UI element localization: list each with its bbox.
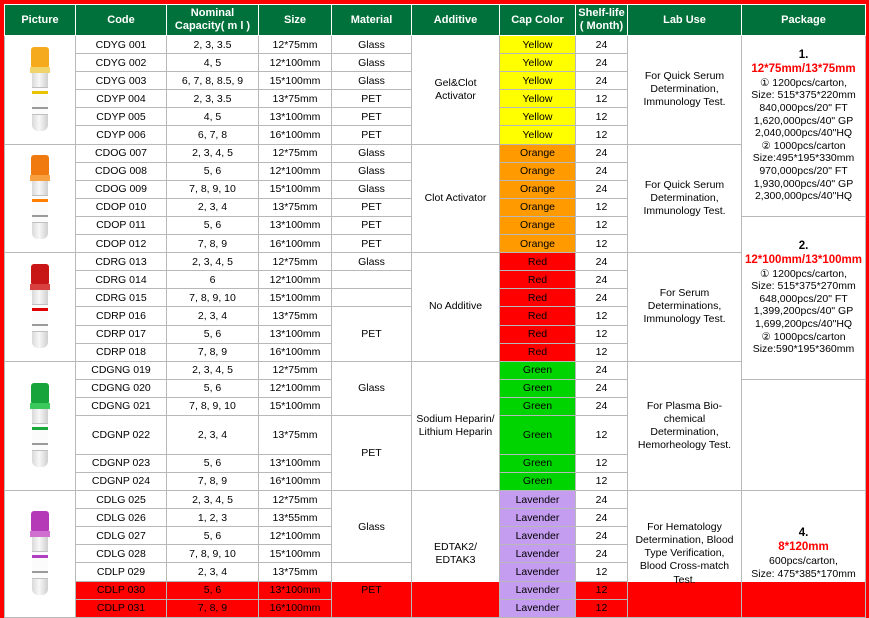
material-cell: [332, 271, 412, 289]
size-cell: 16*100mm: [259, 472, 332, 490]
cap-color-cell: Red: [500, 343, 576, 361]
cap-color-cell: Yellow: [500, 54, 576, 72]
shelf-life-cell: 24: [576, 253, 628, 271]
capacity-cell: 5, 6: [167, 379, 259, 397]
cap-color-cell: Green: [500, 397, 576, 415]
material-cell: Glass: [332, 144, 412, 162]
orange-tube-icon: [30, 155, 50, 241]
cap-color-cell: Green: [500, 454, 576, 472]
lab-use-cell: For Quick Serum Determination, Immunology Test.: [628, 36, 742, 145]
package-line: 2,040,000pcs/40"HQ: [754, 127, 853, 140]
code-cell: CDRP 016: [76, 307, 167, 325]
package-line: 1,699,200pcs/40"HQ: [754, 317, 853, 330]
cap-color-cell: Green: [500, 361, 576, 379]
material-cell: Glass: [332, 253, 412, 271]
green-tube-icon: [30, 383, 50, 469]
cap-color-cell: Green: [500, 472, 576, 490]
material-cell: [332, 289, 412, 307]
product-table-container: [4, 4, 865, 615]
package-line: 2,300,000pcs/40"HQ: [754, 190, 853, 203]
size-cell: 12*100mm: [259, 527, 332, 545]
shelf-life-cell: 12: [576, 343, 628, 361]
code-cell: CDLP 029: [76, 563, 167, 581]
capacity-cell: 2, 3, 4, 5: [167, 144, 259, 162]
size-cell: 13*75mm: [259, 198, 332, 216]
shelf-life-cell: 12: [576, 198, 628, 216]
package-number: 1.: [798, 49, 809, 62]
capacity-cell: 6: [167, 271, 259, 289]
package-cell-4: [742, 491, 866, 618]
package-line: Size: 475*385*170mm: [751, 567, 856, 580]
size-cell: 13*75mm: [259, 307, 332, 325]
material-cell: Glass: [332, 162, 412, 180]
package-line: Size: 515*375*270mm: [751, 280, 856, 293]
cap-color-cell: Lavender: [500, 527, 576, 545]
code-cell: CDYG 002: [76, 54, 167, 72]
material-cell: PET: [332, 90, 412, 108]
shelf-life-cell: 12: [576, 454, 628, 472]
lab-use-cell: For Plasma Bio-chemical Determination, Hemorheology Test.: [628, 361, 742, 490]
cap-color-cell: Orange: [500, 198, 576, 216]
size-cell: 15*100mm: [259, 545, 332, 563]
size-cell: 13*100mm: [259, 454, 332, 472]
size-cell: 12*75mm: [259, 361, 332, 379]
header-cap-color: Cap Color: [500, 5, 576, 36]
package-line: ① 1200pcs/carton,: [759, 267, 848, 280]
shelf-life-cell: 24: [576, 397, 628, 415]
cap-color-cell: Red: [500, 253, 576, 271]
shelf-life-cell: 12: [576, 235, 628, 253]
shelf-life-cell: 12: [576, 599, 628, 617]
capacity-cell: 2, 3, 4: [167, 198, 259, 216]
shelf-life-cell: 24: [576, 361, 628, 379]
capacity-cell: 5, 6: [167, 581, 259, 599]
capacity-cell: 7, 8, 9, 10: [167, 180, 259, 198]
size-cell: 15*100mm: [259, 72, 332, 90]
code-cell: CDLG 025: [76, 491, 167, 509]
size-cell: 13*100mm: [259, 581, 332, 599]
cap-color-cell: Yellow: [500, 126, 576, 144]
package-line: ① 1200pcs/carton,: [759, 76, 848, 89]
package-line: 1,620,000pcs/40" GP: [753, 114, 854, 127]
code-cell: CDYG 003: [76, 72, 167, 90]
table-body: [5, 36, 866, 618]
capacity-cell: 7, 8, 9: [167, 343, 259, 361]
additive-cell: Clot Activator: [412, 144, 500, 253]
header-additive: Additive: [412, 5, 500, 36]
material-cell: Glass: [332, 361, 412, 415]
lab-use-cell: For Hematology Determination, Blood Type Verification, Blood Cross-match Test.: [628, 491, 742, 618]
package-line: 840,000pcs/20" FT: [759, 101, 848, 114]
code-cell: CDRG 013: [76, 253, 167, 271]
material-cell: PET: [332, 198, 412, 216]
size-cell: 12*75mm: [259, 491, 332, 509]
shelf-life-cell: 24: [576, 144, 628, 162]
capacity-cell: 4, 5: [167, 54, 259, 72]
capacity-cell: 2, 3, 3.5: [167, 90, 259, 108]
material-cell: Glass: [332, 180, 412, 198]
material-cell: PET: [332, 563, 412, 617]
capacity-cell: 7, 8, 9, 10: [167, 289, 259, 307]
size-cell: 12*75mm: [259, 144, 332, 162]
size-cell: 16*100mm: [259, 235, 332, 253]
code-cell: CDGNP 022: [76, 415, 167, 454]
package-cell-2: [742, 216, 866, 379]
capacity-cell: 2, 3, 4, 5: [167, 491, 259, 509]
capacity-cell: 2, 3, 4, 5: [167, 361, 259, 379]
header-package: Package: [742, 5, 866, 36]
shelf-life-cell: 24: [576, 289, 628, 307]
cap-color-cell: Orange: [500, 162, 576, 180]
code-cell: CDLP 031: [76, 599, 167, 617]
capacity-cell: 7, 8, 9: [167, 235, 259, 253]
shelf-life-cell: 24: [576, 491, 628, 509]
package-size: 12*100mm/13*100mm: [744, 253, 862, 266]
additive-cell: EDTAK2/ EDTAK3: [412, 491, 500, 618]
size-cell: 15*100mm: [259, 289, 332, 307]
code-cell: CDLP 030: [76, 581, 167, 599]
package-number: 4.: [798, 527, 809, 540]
size-cell: 13*55mm: [259, 509, 332, 527]
capacity-cell: 1, 2, 3: [167, 509, 259, 527]
code-cell: CDRG 014: [76, 271, 167, 289]
cap-color-cell: Orange: [500, 235, 576, 253]
shelf-life-cell: 24: [576, 379, 628, 397]
shelf-life-cell: 12: [576, 325, 628, 343]
capacity-cell: 5, 6: [167, 162, 259, 180]
capacity-cell: 7, 8, 9: [167, 599, 259, 617]
code-cell: CDYP 005: [76, 108, 167, 126]
size-cell: 12*100mm: [259, 271, 332, 289]
cap-color-cell: Lavender: [500, 599, 576, 617]
size-cell: 13*100mm: [259, 108, 332, 126]
cap-color-cell: Green: [500, 379, 576, 397]
capacity-cell: 4, 5: [167, 108, 259, 126]
header-lab-use: Lab Use: [628, 5, 742, 36]
header-material: Material: [332, 5, 412, 36]
additive-cell: No Additive: [412, 253, 500, 362]
code-cell: CDOG 007: [76, 144, 167, 162]
header-capacity: Nominal Capacity( m l ): [167, 5, 259, 36]
code-cell: CDOP 012: [76, 235, 167, 253]
package-line: 1,399,200pcs/40" GP: [753, 305, 854, 318]
lab-use-cell: For Serum Determinations, Immunology Test.: [628, 253, 742, 362]
code-cell: CDGNG 019: [76, 361, 167, 379]
code-cell: CDYP 006: [76, 126, 167, 144]
code-cell: CDGNG 020: [76, 379, 167, 397]
table-row: [5, 253, 866, 271]
capacity-cell: 7, 8, 9, 10: [167, 397, 259, 415]
table-row: [5, 361, 866, 379]
package-line: Size:495*195*330mm: [752, 152, 855, 165]
shelf-life-cell: 12: [576, 563, 628, 581]
capacity-cell: 6, 7, 8, 8.5, 9: [167, 72, 259, 90]
capacity-cell: 5, 6: [167, 527, 259, 545]
material-cell: Glass: [332, 36, 412, 54]
tube-picture-cell: [5, 253, 76, 362]
material-cell: PET: [332, 235, 412, 253]
cap-color-cell: Yellow: [500, 36, 576, 54]
capacity-cell: 6, 7, 8: [167, 126, 259, 144]
code-cell: CDYG 001: [76, 36, 167, 54]
shelf-life-cell: 24: [576, 162, 628, 180]
shelf-life-cell: 12: [576, 415, 628, 454]
code-cell: CDLG 026: [76, 509, 167, 527]
package-size: 12*75mm/13*75mm: [751, 63, 856, 75]
material-cell: PET: [332, 415, 412, 490]
capacity-cell: 2, 3, 4: [167, 307, 259, 325]
cap-color-cell: Yellow: [500, 72, 576, 90]
capacity-cell: 2, 3, 4: [167, 563, 259, 581]
package-size: 8*120mm: [778, 541, 829, 554]
size-cell: 13*75mm: [259, 563, 332, 581]
cap-color-cell: Lavender: [500, 491, 576, 509]
shelf-life-cell: 12: [576, 216, 628, 234]
code-cell: CDOG 008: [76, 162, 167, 180]
cap-color-cell: Lavender: [500, 509, 576, 527]
size-cell: 15*100mm: [259, 180, 332, 198]
package-line: ② 1000pcs/carton: [761, 330, 846, 343]
size-cell: 16*100mm: [259, 343, 332, 361]
code-cell: CDYP 004: [76, 90, 167, 108]
shelf-life-cell: 12: [576, 472, 628, 490]
shelf-life-cell: 24: [576, 54, 628, 72]
package-line: 1,930,000pcs/40" GP: [753, 177, 854, 190]
header-code: Code: [76, 5, 167, 36]
cap-color-cell: Lavender: [500, 545, 576, 563]
material-cell: PET: [332, 126, 412, 144]
blood-tube-product-table: [4, 4, 866, 618]
code-cell: CDGNP 024: [76, 472, 167, 490]
code-cell: CDRP 018: [76, 343, 167, 361]
size-cell: 13*75mm: [259, 415, 332, 454]
material-cell: PET: [332, 307, 412, 361]
capacity-cell: 7, 8, 9: [167, 472, 259, 490]
size-cell: 12*100mm: [259, 54, 332, 72]
shelf-life-cell: 24: [576, 180, 628, 198]
size-cell: 12*75mm: [259, 36, 332, 54]
cap-color-cell: Lavender: [500, 563, 576, 581]
size-cell: 13*100mm: [259, 325, 332, 343]
material-cell: PET: [332, 108, 412, 126]
code-cell: CDLG 027: [76, 527, 167, 545]
cap-color-cell: Orange: [500, 144, 576, 162]
capacity-cell: 5, 6: [167, 454, 259, 472]
cap-color-cell: Red: [500, 289, 576, 307]
additive-cell: Gel&Clot Activator: [412, 36, 500, 145]
code-cell: CDGNP 023: [76, 454, 167, 472]
package-line: ② 1000pcs/carton: [761, 139, 846, 152]
material-cell: PET: [332, 216, 412, 234]
material-cell: Glass: [332, 491, 412, 563]
shelf-life-cell: 12: [576, 307, 628, 325]
cap-color-cell: Lavender: [500, 581, 576, 599]
code-cell: CDGNG 021: [76, 397, 167, 415]
cap-color-cell: Yellow: [500, 90, 576, 108]
shelf-life-cell: 24: [576, 527, 628, 545]
header-shelf-life: Shelf-life ( Month): [576, 5, 628, 36]
shelf-life-cell: 12: [576, 90, 628, 108]
code-cell: CDOP 010: [76, 198, 167, 216]
capacity-cell: 7, 8, 9, 10: [167, 545, 259, 563]
capacity-cell: 2, 3, 3.5: [167, 36, 259, 54]
lab-use-cell: For Quick Serum Determination, Immunology Test.: [628, 144, 742, 253]
cap-color-cell: Red: [500, 271, 576, 289]
size-cell: 12*100mm: [259, 379, 332, 397]
table-row: [5, 491, 866, 509]
cap-color-cell: Green: [500, 415, 576, 454]
header-picture: Picture: [5, 5, 76, 36]
size-cell: 15*100mm: [259, 397, 332, 415]
package-line: 970,000pcs/20" FT: [759, 164, 848, 177]
size-cell: 13*75mm: [259, 90, 332, 108]
cap-color-cell: Red: [500, 307, 576, 325]
material-cell: Glass: [332, 72, 412, 90]
capacity-cell: 5, 6: [167, 325, 259, 343]
table-row: [5, 144, 866, 162]
code-cell: CDRP 017: [76, 325, 167, 343]
cap-color-cell: Orange: [500, 180, 576, 198]
shelf-life-cell: 24: [576, 36, 628, 54]
size-cell: 12*75mm: [259, 253, 332, 271]
package-cell-1: [742, 36, 866, 217]
shelf-life-cell: 24: [576, 72, 628, 90]
package-number: 2.: [798, 239, 809, 252]
shelf-life-cell: 12: [576, 108, 628, 126]
code-cell: CDOG 009: [76, 180, 167, 198]
capacity-cell: 2, 3, 4, 5: [167, 253, 259, 271]
tube-picture-cell: [5, 361, 76, 490]
package-line: Size: 515*375*220mm: [751, 89, 856, 102]
shelf-life-cell: 12: [576, 126, 628, 144]
size-cell: 12*100mm: [259, 162, 332, 180]
header-size: Size: [259, 5, 332, 36]
cap-color-cell: Yellow: [500, 108, 576, 126]
shelf-life-cell: 12: [576, 581, 628, 599]
shelf-life-cell: 24: [576, 509, 628, 527]
package-line: 648,000pcs/20" FT: [759, 292, 848, 305]
size-cell: 16*100mm: [259, 599, 332, 617]
lavender-tube-icon: [30, 511, 50, 597]
cap-color-cell: Orange: [500, 216, 576, 234]
capacity-cell: 5, 6: [167, 216, 259, 234]
cap-color-cell: Red: [500, 325, 576, 343]
material-cell: Glass: [332, 54, 412, 72]
tube-picture-cell: [5, 36, 76, 145]
code-cell: CDRG 015: [76, 289, 167, 307]
code-cell: CDOP 011: [76, 216, 167, 234]
additive-cell: Sodium Heparin/ Lithium Heparin: [412, 361, 500, 490]
shelf-life-cell: 24: [576, 545, 628, 563]
tube-picture-cell: [5, 144, 76, 253]
capacity-cell: 2, 3, 4: [167, 415, 259, 454]
table-row: [5, 36, 866, 54]
code-cell: CDLG 028: [76, 545, 167, 563]
size-cell: 13*100mm: [259, 216, 332, 234]
tube-picture-cell: [5, 491, 76, 618]
package-line: Size:590*195*360mm: [752, 343, 855, 356]
package-line: 600pcs/carton,: [769, 555, 838, 568]
yellow-tube-icon: [30, 47, 50, 133]
size-cell: 16*100mm: [259, 126, 332, 144]
shelf-life-cell: 24: [576, 271, 628, 289]
red-tube-icon: [30, 264, 50, 350]
